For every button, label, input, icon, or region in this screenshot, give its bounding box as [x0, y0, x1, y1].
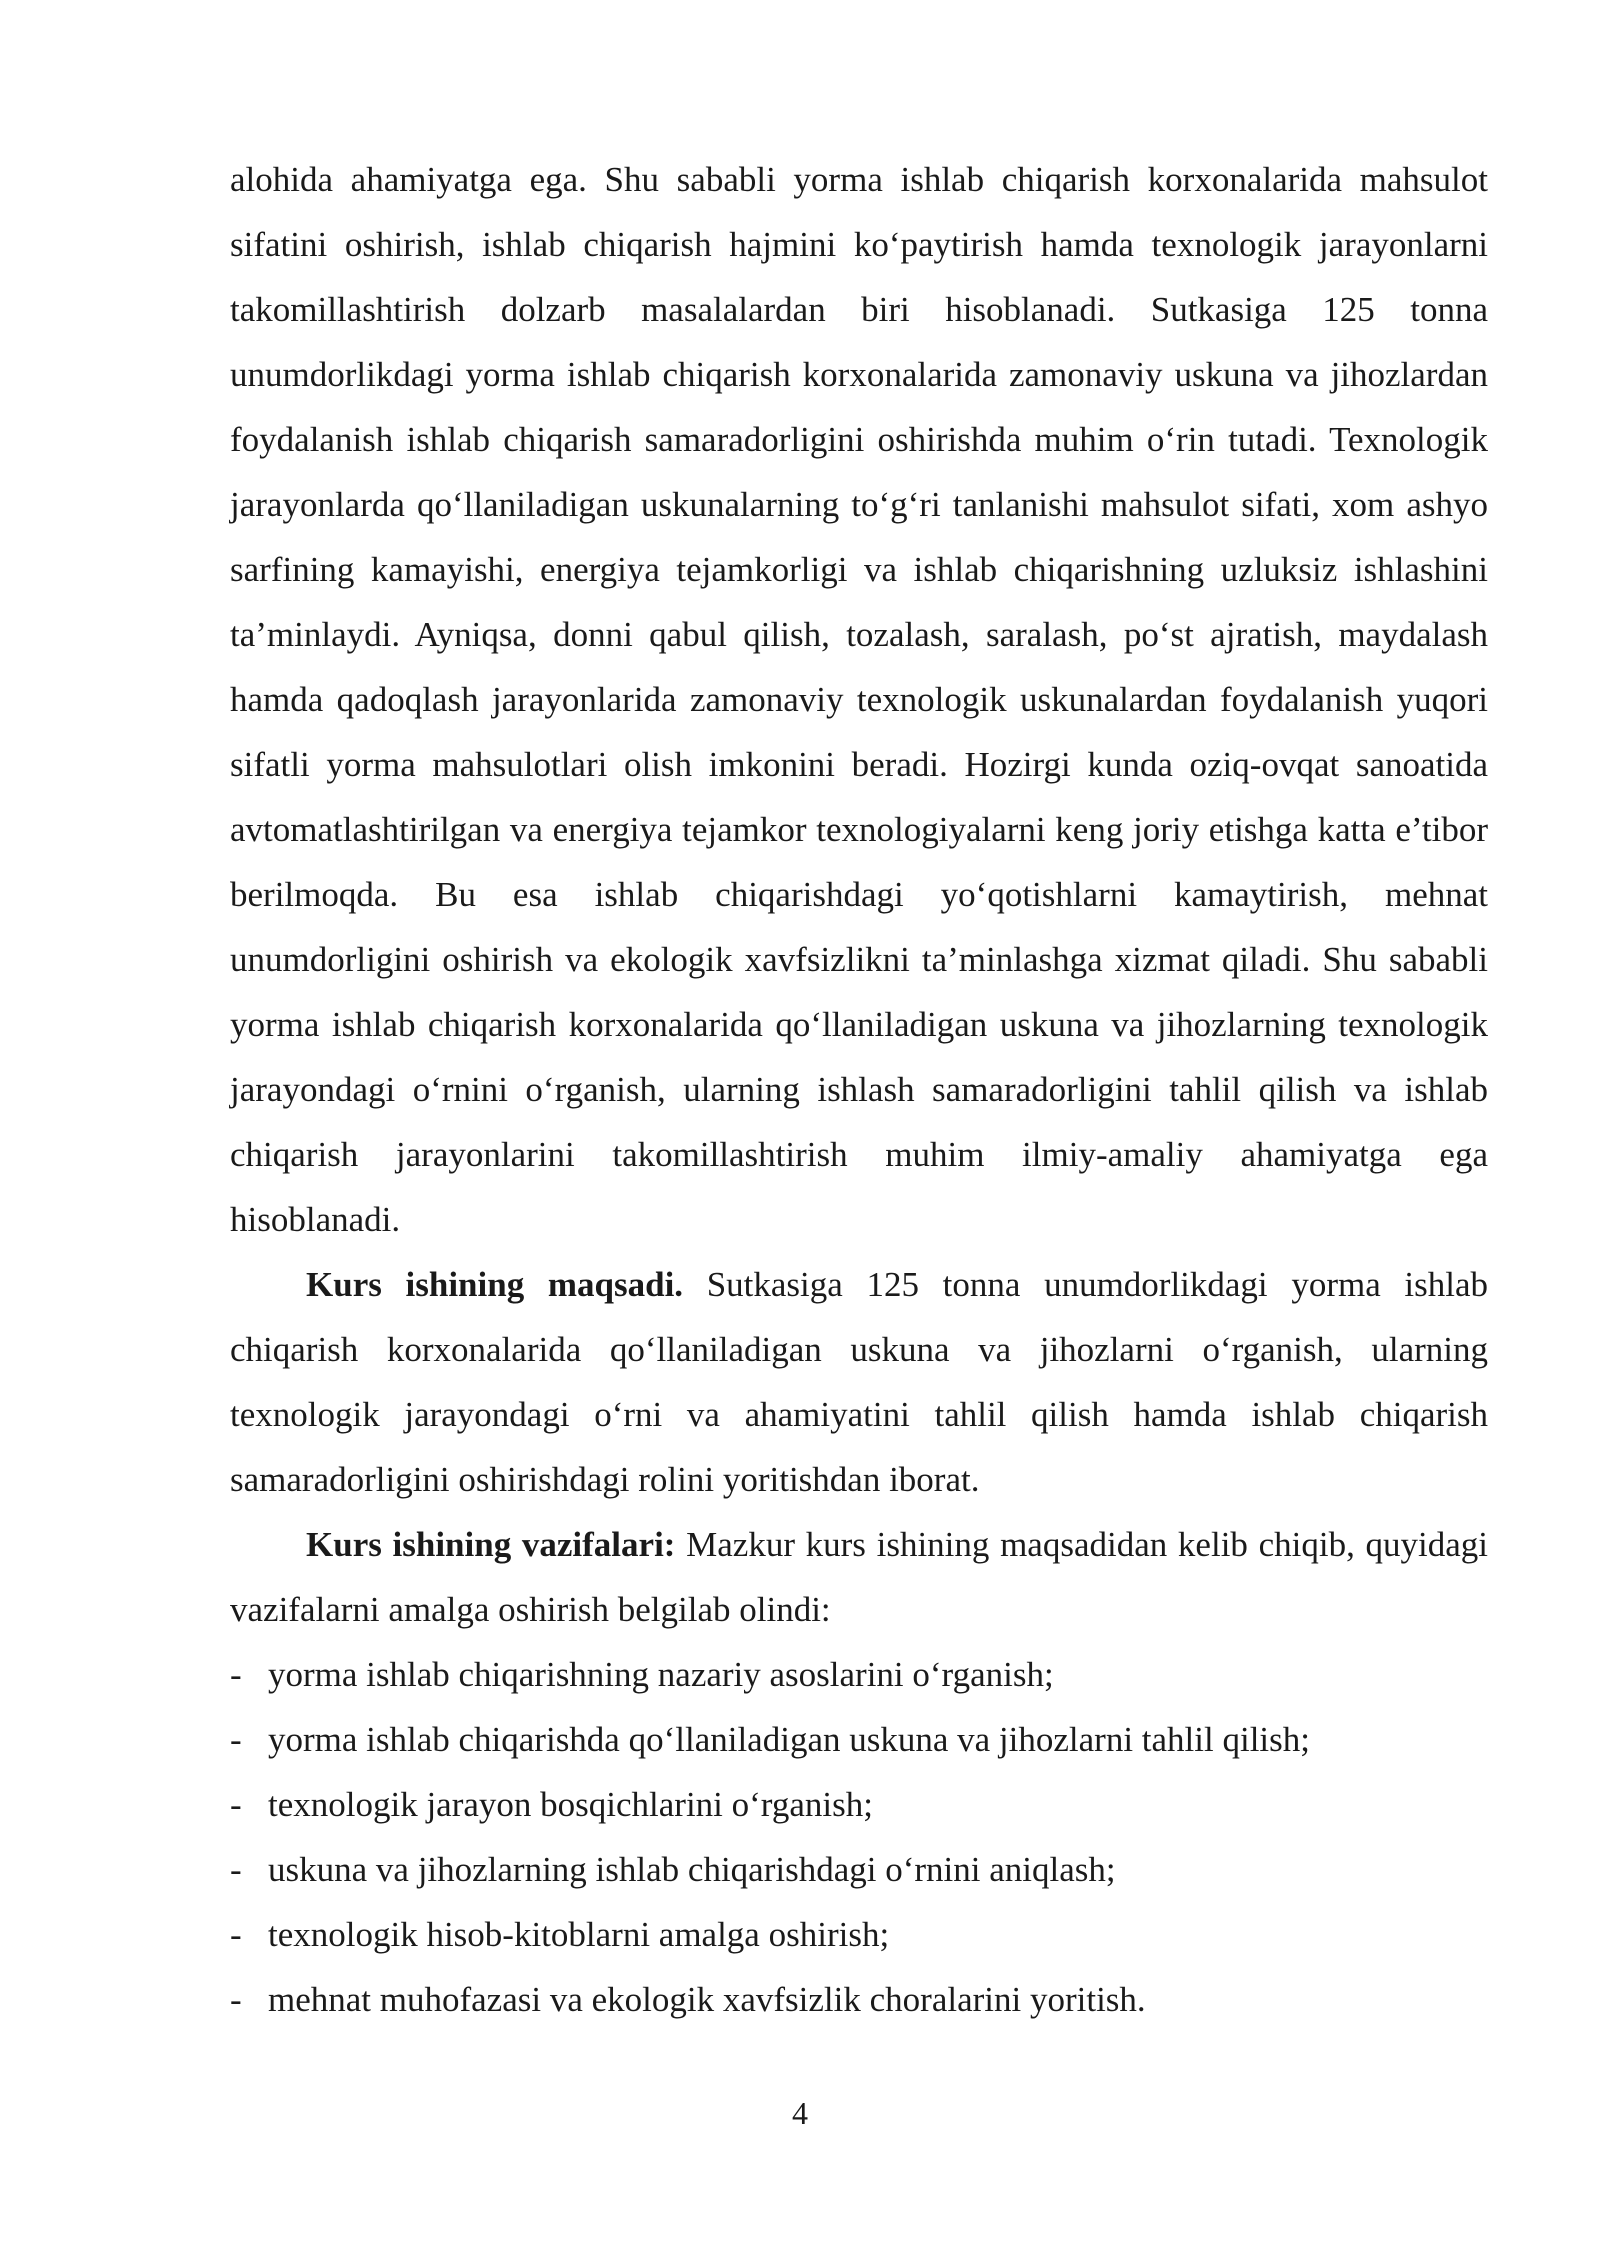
task-bullet: - — [230, 1785, 242, 1824]
task-bullet: - — [230, 1980, 242, 2019]
task-bullet: - — [230, 1915, 242, 1954]
task-list-item — [230, 1772, 1488, 1837]
tasks-paragraph — [230, 1512, 1488, 1642]
task-bullet: - — [230, 1850, 242, 1889]
task-text: yorma ishlab chiqarishda qo‘llaniladigan uskuna va jihozlarni tahlil qilish; — [268, 1720, 1310, 1759]
task-list-item — [230, 1707, 1488, 1772]
task-text: uskuna va jihozlarning ishlab chiqarishdagi o‘rnini aniqlash; — [268, 1850, 1116, 1889]
task-list-item — [230, 1837, 1488, 1902]
task-text: texnologik jarayon bosqichlarini o‘rganish; — [268, 1785, 873, 1824]
task-bullet: - — [230, 1720, 242, 1759]
task-text: yorma ishlab chiqarishning nazariy asoslarini o‘rganish; — [268, 1655, 1054, 1694]
page-body — [230, 147, 1488, 2032]
task-list-item — [230, 1902, 1488, 1967]
goal-text: Sutkasiga 125 tonna unumdorlikdagi yorma ishlab chiqarish korxonalarida qo‘llaniladigan uskuna va jihozlarni o‘rganish, ularning texnologik jarayondagi o‘rni va ahamiyatini tahlil qilish hamda ishlab chiqarish samaradorligini oshirishdagi rolini yoritishdan iborat. — [230, 1265, 1488, 1499]
task-text: texnologik hisob-kitoblarni amalga oshirish; — [268, 1915, 890, 1954]
task-bullet: - — [230, 1655, 242, 1694]
goal-paragraph — [230, 1252, 1488, 1512]
tasks-text: Mazkur kurs ishining maqsadidan kelib chiqib, quyidagi vazifalarni amalga oshirish belgilab olindi: — [230, 1525, 1488, 1629]
task-list-item — [230, 1642, 1488, 1707]
goal-heading: Kurs ishining maqsadi. — [306, 1265, 684, 1304]
tasks-heading: Kurs ishining vazifalari: — [306, 1525, 676, 1564]
page-number: 4 — [792, 2095, 808, 2131]
task-text: mehnat muhofazasi va ekologik xavfsizlik choralarini yoritish. — [268, 1980, 1146, 2019]
task-list — [230, 1642, 1488, 2032]
task-list-item — [230, 1967, 1488, 2032]
intro-paragraph: alohida ahamiyatga ega. Shu sababli yorma ishlab chiqarish korxonalarida mahsulot sifatini oshirish, ishlab chiqarish hajmini ko‘paytirish hamda texnologik jarayonlarni takomillashtirish dolzarb masalalardan biri hisoblanadi. Sutkasiga 125 tonna unumdorlikdagi yorma ishlab chiqarish korxonalarida zamonaviy uskuna va jihozlardan foydalanish ishlab chiqarish samaradorligini oshirishda muhim o‘rin tutadi. Texnologik jarayonlarda qo‘llaniladigan uskunalarning to‘g‘ri tanlanishi mahsulot sifati, xom ashyo sarfining kamayishi, energiya tejamkorligi va ishlab chiqarishning uzluksiz ishlashini ta’minlaydi. Ayniqsa, donni qabul qilish, tozalash, saralash, po‘st ajratish, maydalash hamda qadoqlash jarayonlarida zamonaviy texnologik uskunalardan foydalanish yuqori sifatli yorma mahsulotlari olish imkonini beradi. Hozirgi kunda oziq-ovqat sanoatida avtomatlashtirilgan va energiya tejamkor texnologiyalarni keng joriy etishga katta e’tibor berilmoqda. Bu esa ishlab chiqarishdagi yo‘qotishlarni kamaytirish, mehnat unumdorligini oshirish va ekologik xavfsizlikni ta’minlashga xizmat qiladi. Shu sababli yorma ishlab chiqarish korxonalarida qo‘llaniladigan uskuna va jihozlarning texnologik jarayondagi o‘rnini o‘rganish, ularning ishlash samaradorligini tahlil qilish va ishlab chiqarish jarayonlarini takomillashtirish muhim ilmiy-amaliy ahamiyatga ega hisoblanadi. — [230, 160, 1488, 1239]
